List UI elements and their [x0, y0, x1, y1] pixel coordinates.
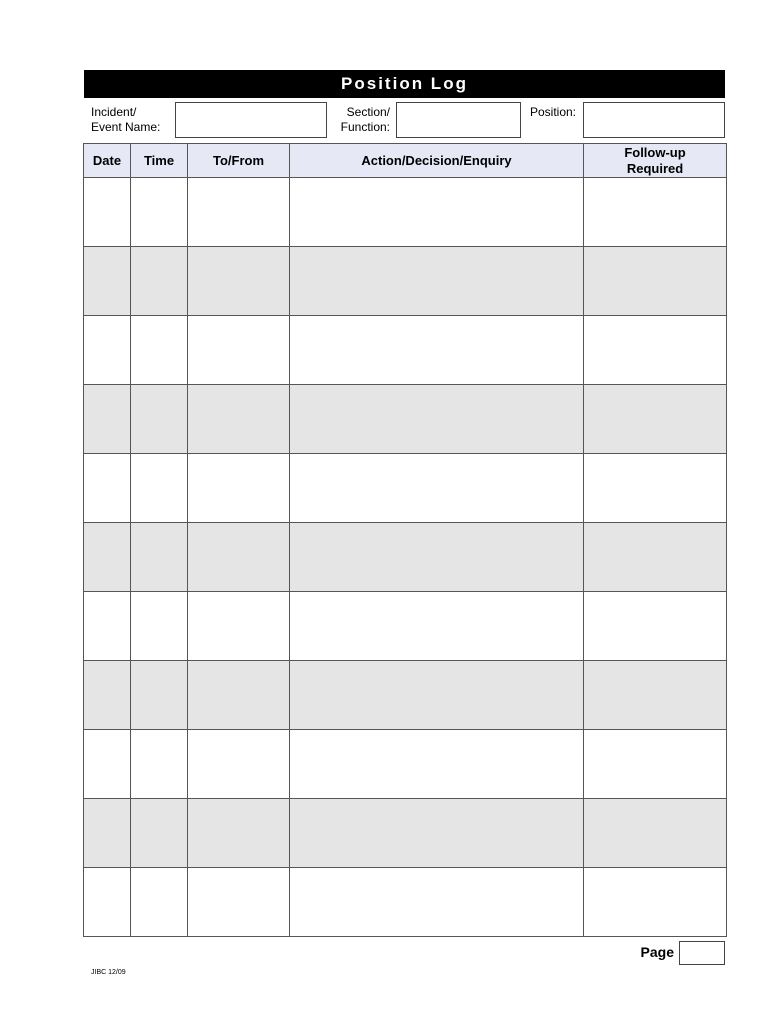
date-cell[interactable] [84, 799, 131, 868]
to-from-cell[interactable] [188, 799, 290, 868]
to-from-cell[interactable] [188, 730, 290, 799]
follow-up-cell[interactable] [584, 247, 727, 316]
time-cell[interactable] [131, 661, 188, 730]
table-row [84, 799, 727, 868]
follow-up-cell[interactable] [584, 592, 727, 661]
section-label [330, 105, 390, 135]
time-cell[interactable] [131, 247, 188, 316]
table-row [84, 247, 727, 316]
form-code: JIBC 12/09 [91, 969, 126, 976]
to-from-cell[interactable] [188, 661, 290, 730]
page-label: Page [640, 944, 674, 960]
action-cell[interactable] [290, 178, 584, 247]
position-label: Position: [529, 105, 576, 119]
follow-up-cell[interactable] [584, 316, 727, 385]
position-field[interactable] [583, 102, 725, 138]
time-cell[interactable] [131, 799, 188, 868]
date-cell[interactable] [84, 661, 131, 730]
time-cell[interactable] [131, 868, 188, 937]
follow-up-cell[interactable] [584, 454, 727, 523]
follow-up-cell[interactable] [584, 523, 727, 592]
to-from-cell[interactable] [188, 316, 290, 385]
time-cell[interactable] [131, 592, 188, 661]
action-cell[interactable] [290, 385, 584, 454]
action-cell[interactable] [290, 247, 584, 316]
column-header-to-from: To/From [188, 144, 290, 178]
follow-up-cell[interactable] [584, 799, 727, 868]
date-cell[interactable] [84, 454, 131, 523]
time-cell[interactable] [131, 316, 188, 385]
time-cell[interactable] [131, 178, 188, 247]
section-label-line1: Section/ [346, 105, 390, 119]
follow-up-cell[interactable] [584, 178, 727, 247]
position-log-table [83, 143, 727, 937]
table-row [84, 523, 727, 592]
time-cell[interactable] [131, 730, 188, 799]
follow-up-cell[interactable] [584, 661, 727, 730]
incident-label-line1: Incident/ [91, 105, 137, 119]
incident-event-name-field[interactable] [175, 102, 327, 138]
action-cell[interactable] [290, 454, 584, 523]
table-row [84, 730, 727, 799]
log-rows [84, 178, 727, 937]
form-title: Position Log [84, 70, 725, 98]
table-row [84, 454, 727, 523]
incident-label-line2: Event Name: [91, 120, 161, 134]
to-from-cell[interactable] [188, 385, 290, 454]
to-from-cell[interactable] [188, 523, 290, 592]
action-cell[interactable] [290, 799, 584, 868]
incident-label [91, 105, 160, 135]
date-cell[interactable] [84, 592, 131, 661]
table-row [84, 385, 727, 454]
follow-up-header-text: Follow-up Required [624, 144, 686, 176]
to-from-cell[interactable] [188, 592, 290, 661]
to-from-cell[interactable] [188, 868, 290, 937]
table-row [84, 178, 727, 247]
follow-up-cell[interactable] [584, 868, 727, 937]
time-cell[interactable] [131, 454, 188, 523]
action-cell[interactable] [290, 730, 584, 799]
section-function-field[interactable] [396, 102, 521, 138]
action-cell[interactable] [290, 868, 584, 937]
column-header-follow-up [584, 144, 727, 178]
follow-up-cell[interactable] [584, 385, 727, 454]
column-header-action: Action/Decision/Enquiry [290, 144, 584, 178]
column-header-date: Date [84, 144, 131, 178]
date-cell[interactable] [84, 868, 131, 937]
table-row [84, 592, 727, 661]
date-cell[interactable] [84, 316, 131, 385]
to-from-cell[interactable] [188, 247, 290, 316]
date-cell[interactable] [84, 385, 131, 454]
date-cell[interactable] [84, 247, 131, 316]
to-from-cell[interactable] [188, 178, 290, 247]
column-header-time: Time [131, 144, 188, 178]
table-row [84, 868, 727, 937]
section-label-line2: Function: [340, 120, 390, 134]
action-cell[interactable] [290, 316, 584, 385]
time-cell[interactable] [131, 385, 188, 454]
table-row [84, 316, 727, 385]
action-cell[interactable] [290, 523, 584, 592]
to-from-cell[interactable] [188, 454, 290, 523]
date-cell[interactable] [84, 523, 131, 592]
date-cell[interactable] [84, 178, 131, 247]
action-cell[interactable] [290, 661, 584, 730]
table-header-row [84, 144, 727, 178]
time-cell[interactable] [131, 523, 188, 592]
page-number-field[interactable] [679, 941, 725, 965]
date-cell[interactable] [84, 730, 131, 799]
table-row [84, 661, 727, 730]
action-cell[interactable] [290, 592, 584, 661]
follow-up-cell[interactable] [584, 730, 727, 799]
